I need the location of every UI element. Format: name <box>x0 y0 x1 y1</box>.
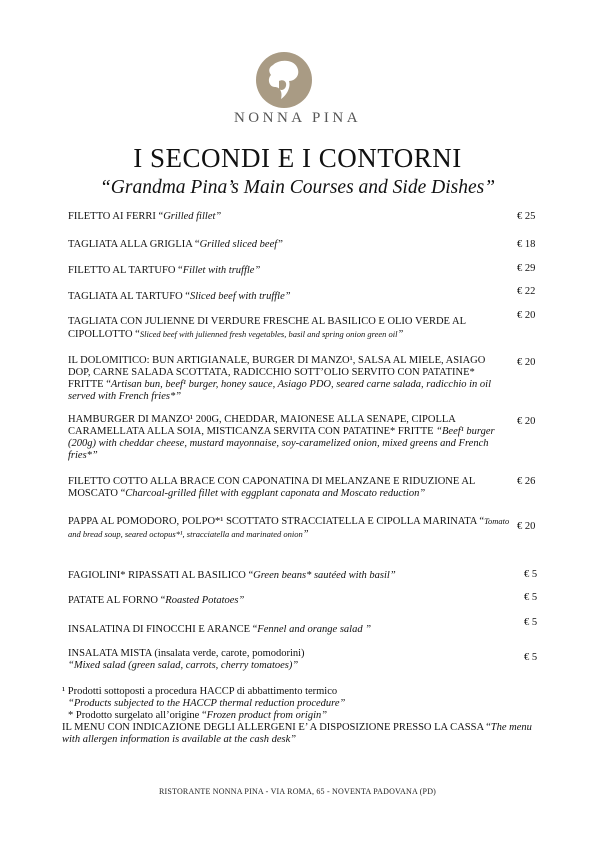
menu-item <box>68 265 510 277</box>
menu-item <box>68 291 510 303</box>
item-name-en: Grilled fillet <box>163 211 216 222</box>
menu-item <box>68 570 510 582</box>
item-name-it: FILETTO AL TARTUFO “ <box>68 265 183 276</box>
item-price: € 26 <box>517 476 536 487</box>
nonna-pina-logo <box>255 51 313 109</box>
quote-mark: ” <box>175 391 182 402</box>
menu-item <box>68 414 510 462</box>
note-frozen <box>62 710 532 722</box>
quote-mark: ” <box>397 329 404 340</box>
note-haccp-en: “Products subjected to the HACCP thermal reduction procedure” <box>68 698 346 709</box>
menu-item <box>68 624 510 636</box>
item-name-it: IL DOLOMITICO: BUN ARTIGIANALE, BURGER DI MANZO¹, SALSA AL MIELE, ASIAGO DOP, CARNE SALADA SCOTTATA, RADICCHIO SOTT’OLIO SERVITO CON PATATINE* FRITTE “ <box>68 355 486 390</box>
item-name-it: PATATE AL FORNO “ <box>68 595 166 606</box>
item-name-it: HAMBURGER DI MANZO¹ 200G, CHEDDAR, MAIONESE ALLA SENAPE, CIPOLLA CARAMELLATA ALLA SOIA, MISTICANZA SERVITA CON PATATINE* FRITTE <box>68 414 456 437</box>
item-name-en: Roasted Potatoes <box>165 595 239 606</box>
item-name-it: TAGLIATA CON JULIENNE DI VERDURE FRESCHE AL BASILICO E OLIO VERDE AL CIPOLLOTTO “ <box>68 316 466 340</box>
item-name-en: Sliced beef with truffle <box>189 291 285 302</box>
quote-mark: ” <box>254 265 261 276</box>
menu-item <box>68 476 510 500</box>
item-price: € 20 <box>517 357 536 368</box>
item-price: € 5 <box>524 569 538 580</box>
quote-mark: ” <box>389 570 396 581</box>
item-name-it: TAGLIATA AL TARTUFO “ <box>68 291 190 302</box>
page-title: I SECONDI E I CONTORNI <box>133 143 462 173</box>
item-name-en: “Mixed salad (green salad, carrots, cherry tomatoes) <box>68 660 293 671</box>
item-price: € 20 <box>517 521 536 532</box>
item-name-it: INSALATINA DI FINOCCHI E ARANCE “ <box>68 624 258 635</box>
item-price: € 5 <box>524 652 538 663</box>
item-price: € 20 <box>517 416 536 427</box>
menu-item <box>68 355 510 403</box>
page-subtitle: “Grandma Pina’s Main Courses and Side Dishes” <box>99 177 496 198</box>
quote-mark: ” <box>284 291 291 302</box>
item-name-it: FILETTO COTTO ALLA BRACE CON CAPONATINA DI MELANZANE E RIDUZIONE AL MOSCATO “ <box>68 476 475 499</box>
note-allergens-it: IL MENU CON INDICAZIONE DEGLI ALLERGENI E’ A DISPOSIZIONE PRESSO LA CASSA “ <box>62 722 491 733</box>
item-name-en: Fillet with truffle <box>182 265 255 276</box>
item-name-en: “Beef¹ burger (200g) with cheddar cheese, mustard mayonnaise, soy-caramelized onion, mixed greens and French fries* <box>68 426 495 461</box>
menu-item <box>68 316 510 341</box>
item-name-it: INSALATA MISTA (insalata verde, carote, pomodorini) <box>68 648 305 659</box>
item-name-en: Fennel and orange salad <box>257 624 363 635</box>
item-name-en: Tomato and bread soup, seared octopus*¹, stracciatella and marinated onion <box>68 516 510 539</box>
note-allergens-en: The menu with allergen information is available at the cash desk <box>62 722 532 745</box>
quote-mark: ” <box>238 595 245 606</box>
footnotes <box>62 686 532 746</box>
quote-mark: ” <box>419 488 426 499</box>
note-allergens <box>62 722 532 746</box>
item-name-en: Green beans* sautéed with basil <box>253 570 390 581</box>
brand-name: NONNA PINA <box>233 110 362 126</box>
restaurant-address-footer: RISTORANTE NONNA PINA - VIA ROMA, 65 - NOVENTA PADOVANA (PD) <box>158 787 437 796</box>
item-name-it: PAPPA AL POMODORO, POLPO*¹ SCOTTATO STRACCIATELLA E CIPOLLA MARINATA “ <box>68 516 485 527</box>
quote-mark: ” <box>292 660 299 671</box>
quote-mark: ” <box>91 450 98 461</box>
quote-mark: ” <box>215 211 222 222</box>
menu-item <box>68 595 510 607</box>
item-price: € 5 <box>524 592 538 603</box>
note-haccp-it: ¹ Prodotti sottoposti a procedura HACCP di abbattimento termico <box>62 686 338 697</box>
item-name-it: TAGLIATA ALLA GRIGLIA “ <box>68 239 200 250</box>
quote-mark: ” <box>290 734 297 745</box>
item-price: € 5 <box>524 617 538 628</box>
item-price: € 22 <box>517 286 536 297</box>
item-name-en: Grilled sliced beef <box>199 239 278 250</box>
item-name-en: Artisan bun, beef¹ burger, honey sauce, Asiago PDO, seared carne salada, radicchio in oil served with French fries* <box>68 379 492 402</box>
note-frozen-it: * Prodotto surgelato all’origine “ <box>68 710 207 721</box>
quote-mark: ” <box>321 710 328 721</box>
item-name-en: Sliced beef with julienned fresh vegetables, basil and spring onion green oil <box>139 329 398 339</box>
item-name-it: FAGIOLINI* RIPASSATI AL BASILICO “ <box>68 570 254 581</box>
item-name-en: Charcoal-grilled fillet with eggplant caponata and Moscato reduction <box>125 488 420 499</box>
item-price: € 25 <box>517 211 536 222</box>
item-price: € 29 <box>517 263 536 274</box>
menu-item <box>68 239 510 251</box>
item-name-it: FILETTO AI FERRI “ <box>68 211 164 222</box>
menu-item <box>68 211 510 223</box>
quote-mark: ” <box>277 239 283 250</box>
menu-item <box>68 515 510 541</box>
menu-item <box>68 648 510 672</box>
item-price: € 20 <box>517 310 536 321</box>
item-price: € 18 <box>517 239 536 250</box>
quote-mark: ” <box>302 529 309 540</box>
note-frozen-en: Frozen product from origin <box>206 710 322 721</box>
quote-mark: ” <box>362 624 372 635</box>
